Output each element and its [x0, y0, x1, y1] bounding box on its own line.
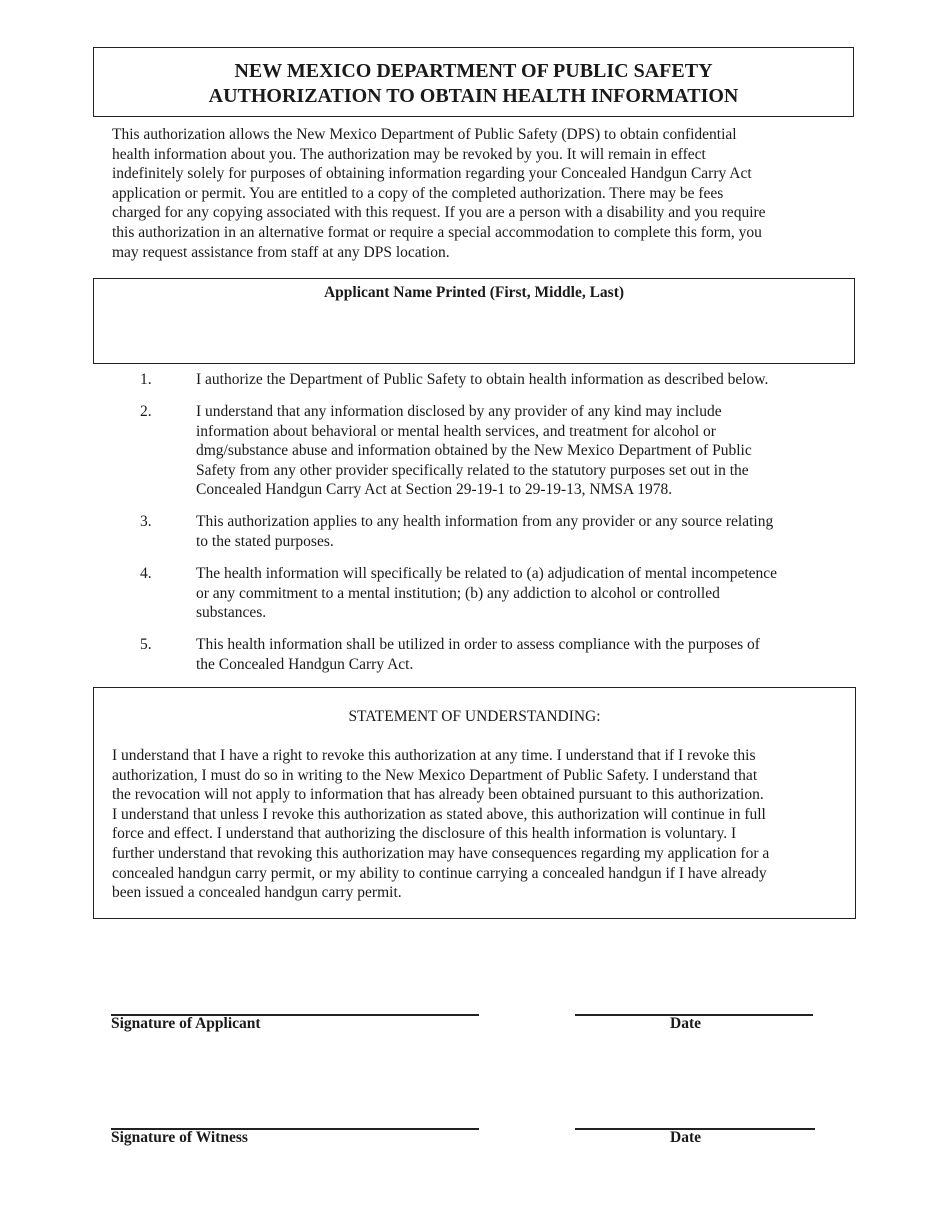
statement-line: authorization, I must do so in writing to the New Mexico Department of Public Safety. I understand that: [112, 766, 758, 784]
intro-line: may request assistance from staff at any DPS location.: [112, 243, 450, 261]
intro-line: this authorization in an alternative format or require a special accommodation to complete this form, you: [112, 223, 762, 241]
item-line: or any commitment to a mental institution; (b) any addiction to alcohol or controlled: [196, 584, 720, 602]
statement-title: STATEMENT OF UNDERSTANDING:: [348, 708, 601, 725]
witness-date-label: Date: [670, 1129, 701, 1146]
intro-line: application or permit. You are entitled to a copy of the completed authorization. There may be fees: [112, 184, 724, 202]
form-title-line-2: AUTHORIZATION TO OBTAIN HEALTH INFORMATION: [208, 85, 739, 107]
item-line: to the stated purposes.: [196, 532, 334, 550]
statement-body: [112, 746, 842, 903]
intro-paragraph: [112, 125, 847, 262]
form-title-box: [93, 47, 854, 117]
intro-line: health information about you. The authorization may be revoked by you. It will remain in effect: [112, 145, 706, 163]
statement-line: been issued a concealed handgun carry permit.: [112, 884, 402, 902]
statement-line: force and effect. I understand that authorizing the disclosure of this health information is voluntary. I: [112, 825, 737, 843]
item-text: [196, 402, 846, 500]
statement-line: concealed handgun carry permit, or my ability to continue carrying a concealed handgun if I have already: [112, 864, 767, 882]
applicant-name-label: Applicant Name Printed (First, Middle, Last): [323, 284, 625, 301]
witness-signature-label: Signature of Witness: [111, 1129, 248, 1146]
form-title-line-1: NEW MEXICO DEPARTMENT OF PUBLIC SAFETY: [234, 60, 713, 82]
item-line: substances.: [196, 604, 267, 622]
statement-line: further understand that revoking this authorization may have consequences regarding my application for a: [112, 844, 770, 862]
item-line: information about behavioral or mental health services, and treatment for alcohol or: [196, 422, 716, 440]
item-number: 3.: [140, 513, 152, 530]
item-number: 2.: [140, 403, 152, 420]
item-line: I understand that any information disclosed by any provider of any kind may include: [196, 403, 722, 420]
statement-line: I understand that unless I revoke this authorization as stated above, this authorization will continue in full: [112, 805, 766, 823]
applicant-name-field[interactable]: [93, 278, 855, 364]
item-line: Concealed Handgun Carry Act at Section 29-19-1 to 29-19-13, NMSA 1978.: [196, 481, 673, 499]
item-text: [196, 564, 846, 623]
applicant-date-label: Date: [670, 1015, 701, 1032]
item-number: 1.: [140, 371, 152, 388]
item-line: the Concealed Handgun Carry Act.: [196, 655, 414, 673]
intro-line: charged for any copying associated with this request. If you are a person with a disability and you require: [112, 204, 766, 222]
item-text: [196, 370, 846, 390]
intro-line: indefinitely solely for purposes of obtaining information regarding your Concealed Handgun Carry Act: [112, 165, 752, 183]
item-line: I authorize the Department of Public Safety to obtain health information as described below.: [196, 371, 769, 388]
item-number: 5.: [140, 636, 152, 653]
item-text: [196, 635, 846, 674]
statement-line: I understand that I have a right to revoke this authorization at any time. I understand that if I revoke this: [112, 747, 756, 764]
item-line: This authorization applies to any health information from any provider or any source relating: [196, 513, 774, 530]
item-line: This health information shall be utilized in order to assess compliance with the purposes of: [196, 636, 760, 653]
statement-of-understanding-box: [93, 687, 856, 919]
item-line: Safety from any other provider specifically related to the statutory purposes set out in the: [196, 461, 749, 479]
item-number: 4.: [140, 565, 152, 582]
applicant-signature-label: Signature of Applicant: [111, 1015, 261, 1032]
statement-line: the revocation will not apply to information that has already been obtained pursuant to this authorization.: [112, 786, 764, 804]
intro-line: This authorization allows the New Mexico Department of Public Safety (DPS) to obtain confidential: [112, 126, 737, 143]
item-line: The health information will specifically be related to (a) adjudication of mental incompetence: [196, 565, 778, 582]
item-line: dmg/substance abuse and information obtained by the New Mexico Department of Public: [196, 442, 752, 460]
item-text: [196, 512, 846, 551]
